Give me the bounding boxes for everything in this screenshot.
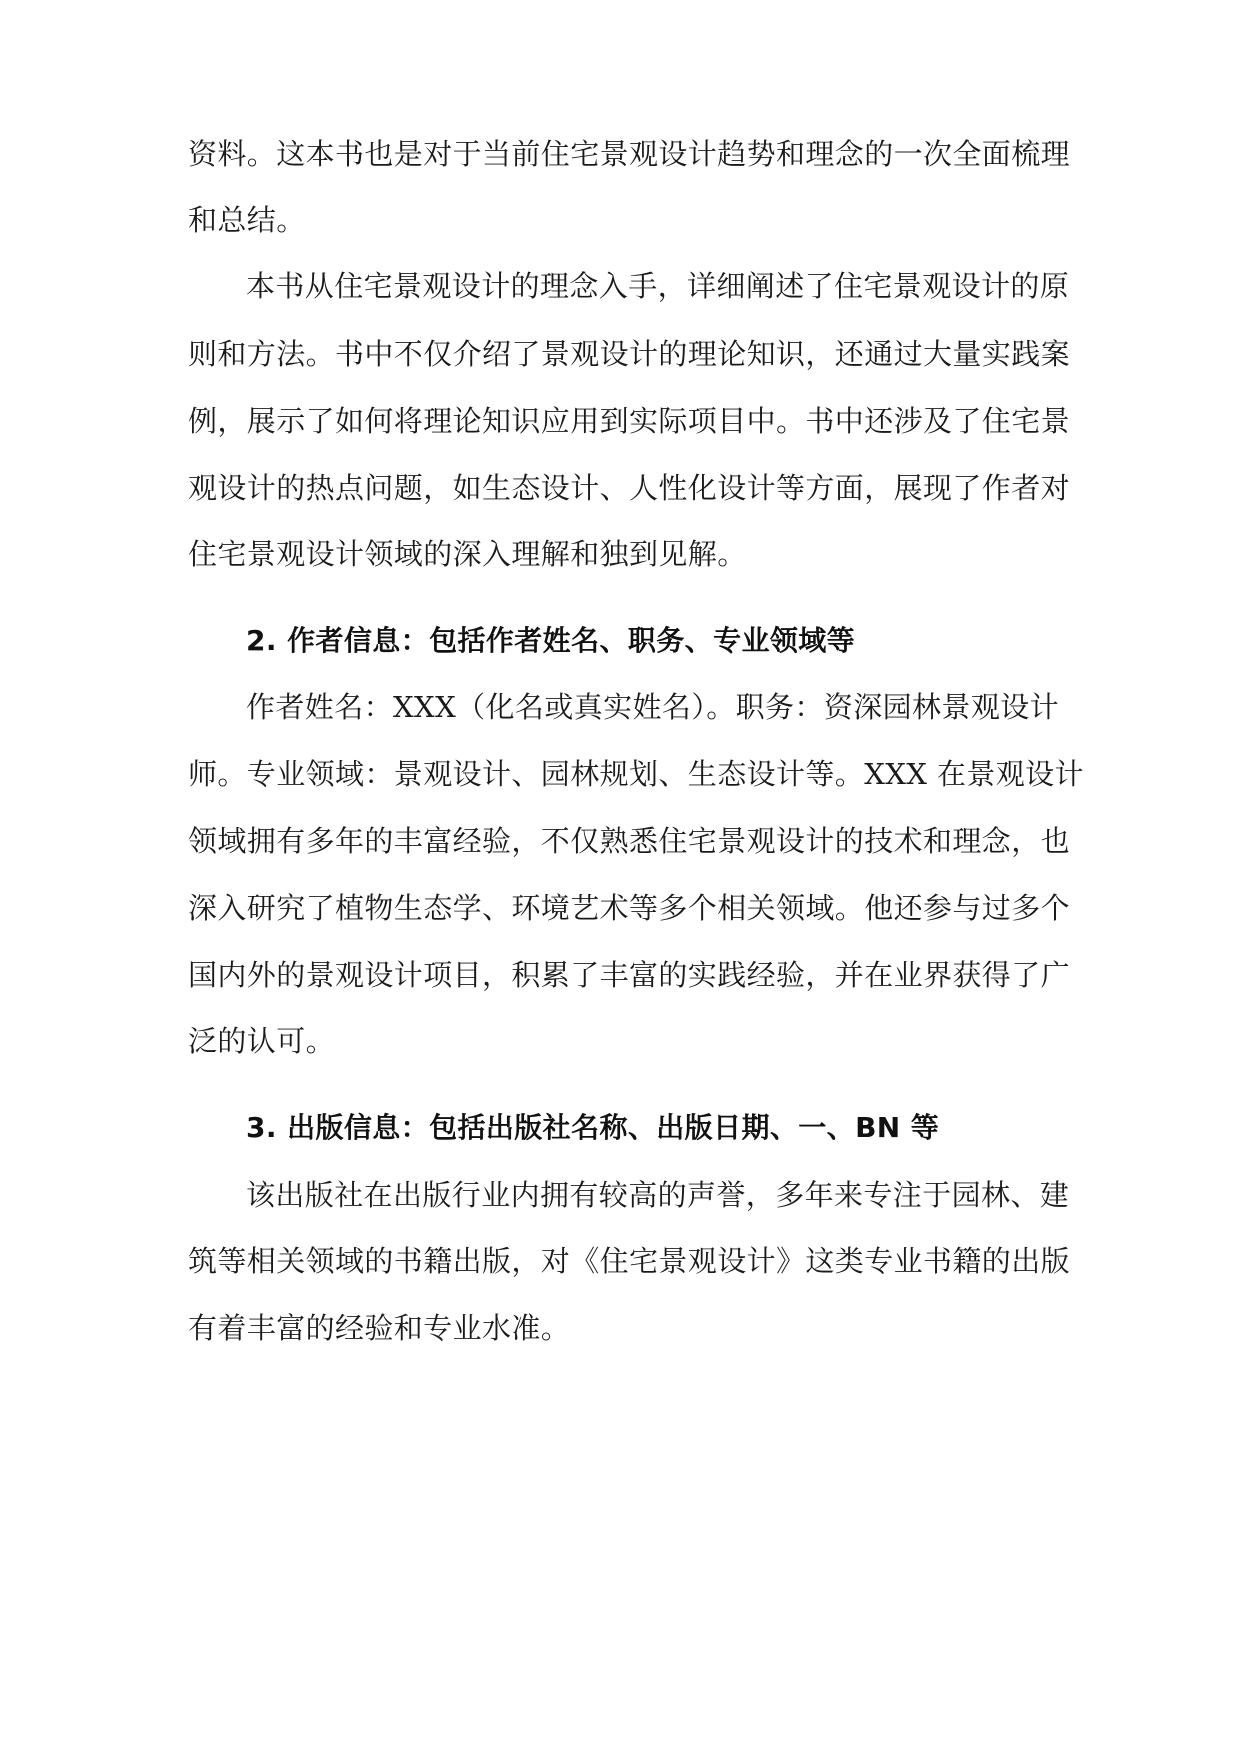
- paragraph-line: 作者姓名：XXX（化名或真实姓名）。职务：资深园林景观设计: [246, 690, 1060, 724]
- paragraph-line: 则和方法。书中不仅介绍了景观设计的理论知识，还通过大量实践案: [188, 337, 1071, 371]
- paragraph-line: 师。专业领域：景观设计、园林规划、生态设计等。XXX 在景观设计: [188, 757, 1084, 791]
- paragraph-line: 住宅景观设计领域的深入理解和独到见解。: [188, 537, 747, 571]
- section-heading-publishing: 3. 出版信息：包括出版社名称、出版日期、一、BN 等: [246, 1111, 940, 1144]
- paragraph-line: 资料。这本书也是对于当前住宅景观设计趋势和理念的一次全面梳理: [188, 137, 1071, 171]
- paragraph-line: 该出版社在出版行业内拥有较高的声誉，多年来专注于园林、建: [246, 1178, 1070, 1212]
- paragraph-line: 和总结。: [188, 203, 306, 237]
- paragraph-line: 国内外的景观设计项目，积累了丰富的实践经验，并在业界获得了广: [188, 958, 1071, 992]
- paragraph-line: 筑等相关领域的书籍出版，对《住宅景观设计》这类专业书籍的出版: [188, 1244, 1071, 1278]
- paragraph-line: 深入研究了植物生态学、环境艺术等多个相关领域。他还参与过多个: [188, 891, 1071, 925]
- paragraph-line: 本书从住宅景观设计的理念入手，详细阐述了住宅景观设计的原: [246, 269, 1070, 303]
- section-heading-author: 2. 作者信息：包括作者姓名、职务、专业领域等: [246, 624, 856, 657]
- paragraph-line: 泛的认可。: [188, 1024, 336, 1058]
- paragraph-line: 例，展示了如何将理论知识应用到实际项目中。书中还涉及了住宅景: [188, 404, 1071, 438]
- paragraph-line: 观设计的热点问题，如生态设计、人性化设计等方面，展现了作者对: [188, 471, 1071, 505]
- paragraph-line: 有着丰富的经验和专业水准。: [188, 1311, 571, 1345]
- paragraph-line: 领域拥有多年的丰富经验，不仅熟悉住宅景观设计的技术和理念，也: [188, 824, 1071, 858]
